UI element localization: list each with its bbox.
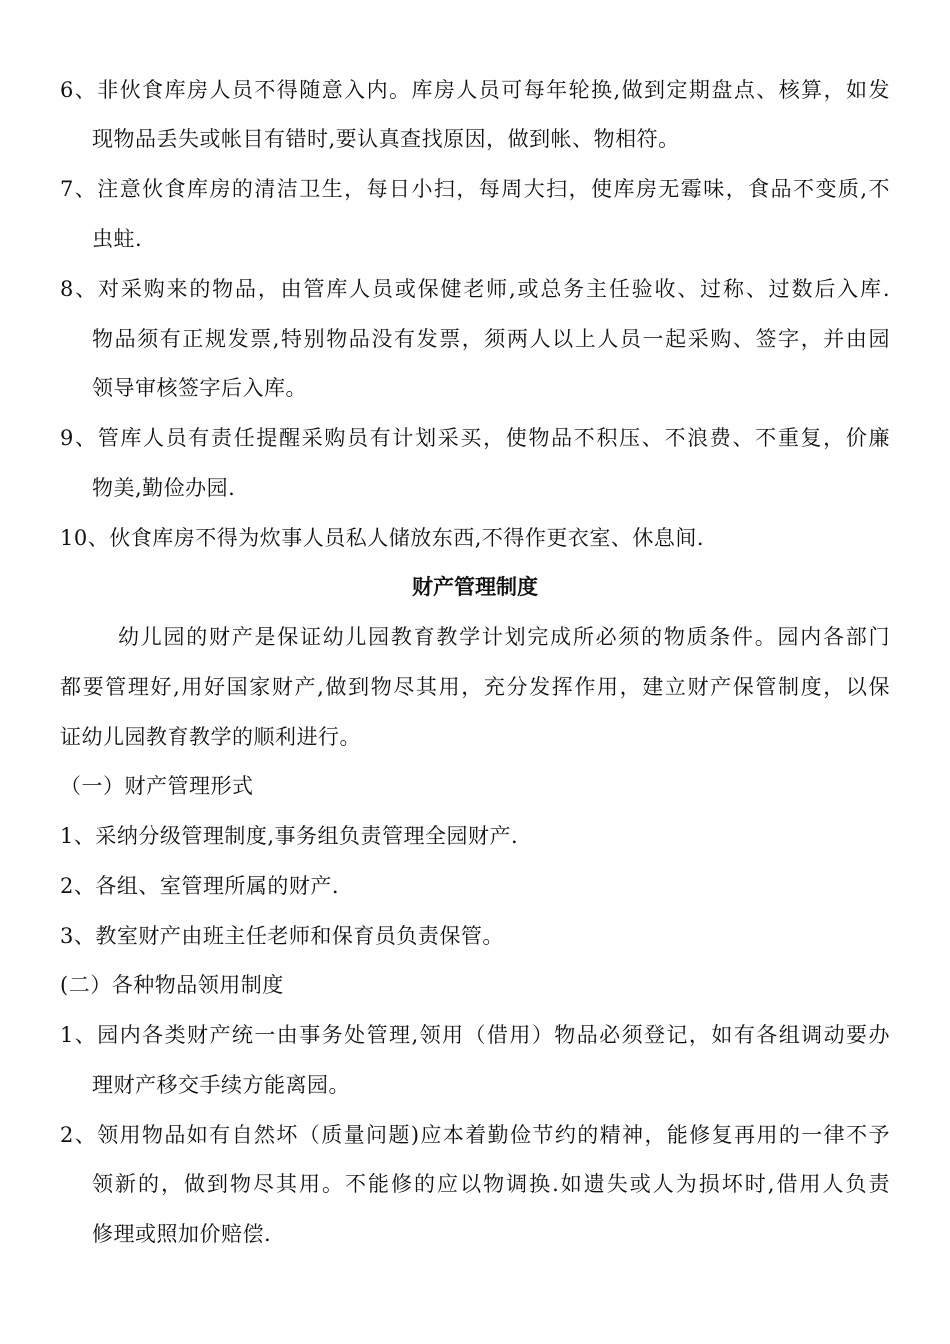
section-title: 财产管理制度: [412, 575, 538, 599]
intro-paragraph-line-3: 证幼儿园教育教学的顺利进行。: [60, 725, 361, 749]
rule-6-line-1: 6、非伙食库房人员不得随意入内。库房人员可每年轮换,做到定期盘点、核算，如发: [60, 78, 890, 102]
rule-6-line-2: 现物品丢失或帐目有错时,要认真查找原因，做到帐、物相符。: [92, 127, 680, 151]
usage-item-1-line-1: 1、园内各类财产统一由事务处管理,领用（借用）物品必须登记，如有各组调动要办: [60, 1023, 890, 1047]
usage-item-2-line-3: 修理或照加价赔偿.: [92, 1222, 272, 1246]
intro-paragraph-line-1: 幼儿园的财产是保证幼儿园教育教学计划完成所必须的物质条件。园内各部门: [118, 625, 890, 649]
management-item-1: 1、采纳分级管理制度,事务组负责管理全园财产.: [60, 824, 519, 848]
rule-8-line-2: 物品须有正规发票,特别物品没有发票，须两人以上人员一起采购、签字，并由园: [92, 327, 890, 351]
usage-item-1-line-2: 理财产移交手续方能离园。: [92, 1073, 350, 1097]
rule-9-line-2: 物美,勤俭办园.: [92, 476, 236, 500]
rule-9-line-1: 9、管库人员有责任提醒采购员有计划采买，使物品不积压、不浪费、不重复，价廉: [60, 426, 890, 450]
rule-10-line: 10、伙食库房不得为炊事人员私人储放东西,不得作更衣室、休息间.: [60, 526, 705, 550]
usage-item-2-line-2: 领新的，做到物尽其用。不能修的应以物调换.如遗失或人为损坏时,借用人负责: [92, 1172, 890, 1196]
management-item-3: 3、教室财产由班主任老师和保育员负责保管。: [60, 924, 504, 948]
rule-7-line-2: 虫蛀.: [92, 227, 143, 251]
intro-paragraph-line-2: 都要管理好,用好国家财产,做到物尽其用，充分发挥作用，建立财产保管制度，以保: [60, 675, 890, 699]
rule-7-line-1: 7、注意伙食库房的清洁卫生，每日小扫，每周大扫，使库房无霉味，食品不变质,不: [60, 177, 890, 201]
subsection-heading-2: (二）各种物品领用制度: [60, 973, 284, 997]
rule-8-line-1: 8、对采购来的物品，由管库人员或保健老师,或总务主任验收、过称、过数后入库.: [60, 277, 890, 301]
management-item-2: 2、各组、室管理所属的财产.: [60, 874, 340, 898]
subsection-heading-1: （一）财产管理形式: [60, 774, 254, 798]
rule-8-line-3: 领导审核签字后入库。: [92, 376, 307, 400]
usage-item-2-line-1: 2、领用物品如有自然坏（质量问题)应本着勤俭节约的精神，能修复再用的一律不予: [60, 1123, 890, 1147]
